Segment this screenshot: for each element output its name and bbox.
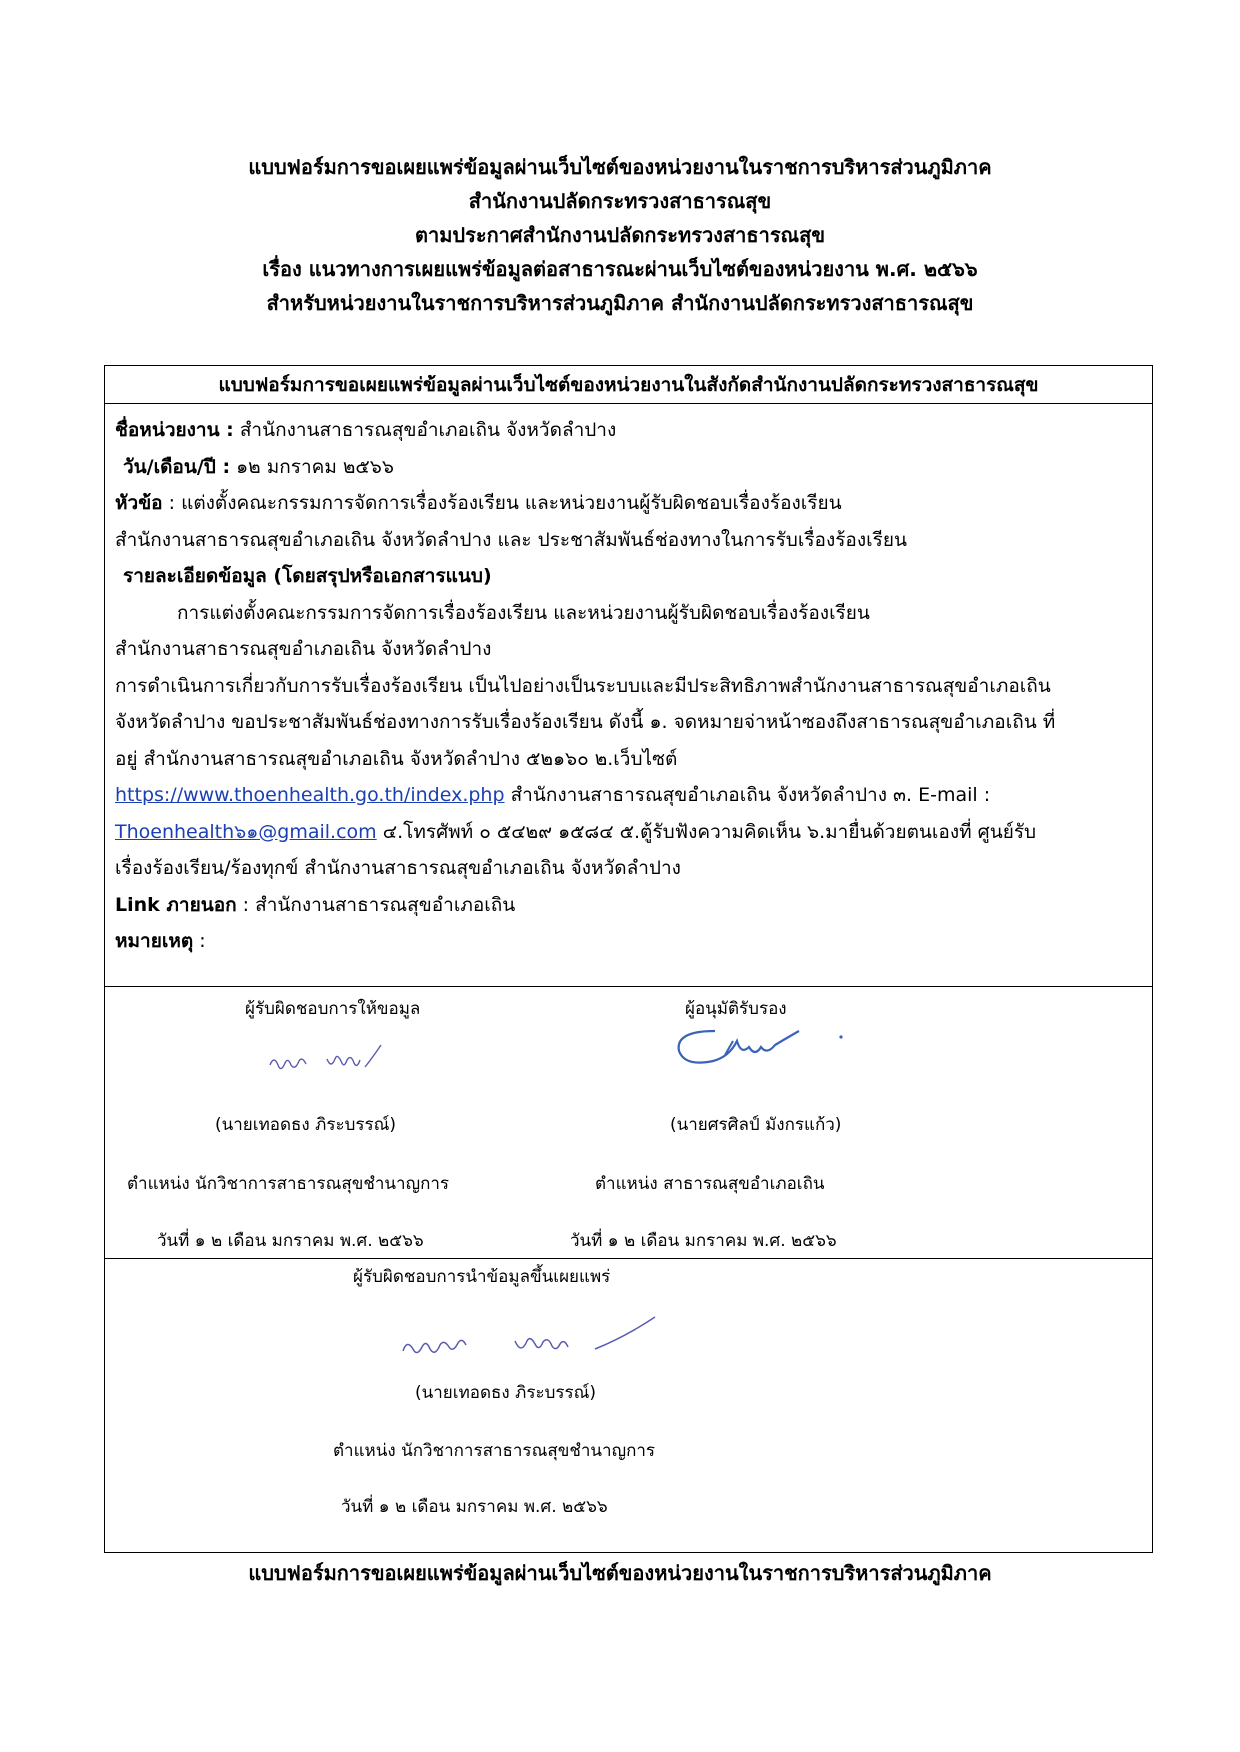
email-link[interactable]: Thoenhealth๖๑@gmail.com: [115, 820, 377, 843]
right-signature: [675, 1017, 855, 1077]
detail-line-2: สำนักงานสาธารณสุขอำเภอเถิน จังหวัดลำปาง: [115, 638, 492, 660]
link-label: Link ภายนอก: [115, 893, 237, 916]
unit-row: [115, 412, 1140, 449]
signature-section: [105, 986, 1152, 1258]
detail-line-6-rest: สำนักงานสาธารณสุขอำเภอเถิน จังหวัดลำปาง ๓. E-mail :: [504, 784, 991, 806]
left-signature: [265, 1037, 415, 1087]
link-value: : สำนักงานสาธารณสุขอำเภอเถิน: [236, 893, 516, 916]
left-signer-date: วันที่ ๑ ๒ เดือน มกราคม พ.ศ. ๒๕๖๖: [157, 1231, 424, 1251]
header-line-1: แบบฟอร์มการขอเผยแพร่ข้อมูลผ่านเว็บไซต์ของหน่วยงานในราชการบริหารส่วนภูมิภาค: [248, 155, 992, 179]
header-line-2: สำนักงานปลัดกระทรวงสาธารณสุข: [468, 189, 772, 213]
detail-line-3: การดำเนินการเกี่ยวกับการรับเรื่องร้องเรียน เป็นไปอย่างเป็นระบบและมีประสิทธิภาพสำนักงานสาธารณสุขอำเภอเถิน: [115, 674, 1051, 697]
date-row: [115, 449, 1140, 486]
unit-value: สำนักงานสาธารณสุขอำเภอเถิน จังหวัดลำปาง: [233, 419, 617, 441]
link-row: [115, 887, 1140, 924]
note-row: [115, 923, 1140, 960]
detail-line-7-rest: ๔.โทรศัพท์ ๐ ๕๔๒๙ ๑๕๘๔ ๕.ตู้รับฟังความคิดเห็น ๖.มายื่นด้วยตนเองที่ ศูนย์รับ: [376, 820, 1037, 843]
note-label: หมายเหตุ: [115, 930, 194, 952]
right-signer-position: ตำแหน่ง สาธารณสุขอำเภอเถิน: [595, 1174, 825, 1194]
date-value: ๑๒ มกราคม ๒๕๖๖: [230, 455, 394, 478]
detail-line-7: [115, 814, 1140, 851]
header-line-4: เรื่อง แนวทางการเผยแพร่ข้อมูลต่อสาธารณะผ่านเว็บไซต์ของหน่วยงาน พ.ศ. ๒๕๖๖: [262, 257, 978, 281]
detail-line-4: จังหวัดลำปาง ขอประชาสัมพันธ์ช่องทางการรับเรื่องร้องเรียน ดังนี้ ๑. จดหมายจ่าหน้าซองถึงสาธารณสุขอำเภอเถิน ที่: [115, 711, 1056, 733]
footer-title: แบบฟอร์มการขอเผยแพร่ข้อมูลผ่านเว็บไซต์ของหน่วยงานในราชการบริหารส่วนภูมิภาค: [248, 1561, 992, 1585]
detail-line-5: อยู่ สำนักงานสาธารณสุขอำเภอเถิน จังหวัดลำปาง ๕๒๑๖๐ ๒.เว็บไซต์: [115, 747, 678, 770]
left-signer-position: ตำแหน่ง นักวิชาการสาธารณสุขชำนาญการ: [127, 1174, 450, 1194]
topic-line-2: สำนักงานสาธารณสุขอำเภอเถิน จังหวัดลำปาง และ ประชาสัมพันธ์ช่องทางในการรับเรื่องร้องเรียน: [115, 528, 907, 551]
publisher-section: [105, 1258, 1152, 1553]
right-signer-date: วันที่ ๑ ๒ เดือน มกราคม พ.ศ. ๒๕๖๖: [570, 1231, 837, 1251]
header-line-3: ตามประกาศสำนักงานปลัดกระทรวงสาธารณสุข: [414, 223, 825, 247]
request-form: [104, 365, 1153, 1553]
document-header: [0, 150, 1240, 320]
right-signer-role: ผู้อนุมัติรับรอง: [685, 999, 787, 1019]
topic-label: หัวข้อ: [115, 492, 163, 514]
publisher-role: ผู้รับผิดชอบการนำข้อมูลขึ้นเผยแพร่: [353, 1267, 611, 1287]
topic-line-1: : แต่งตั้งคณะกรรมการจัดการเรื่องร้องเรียน และหน่วยงานผู้รับผิดชอบเรื่องร้องเรียน: [162, 492, 842, 514]
website-link[interactable]: https://www.thoenhealth.go.th/index.php: [115, 784, 505, 806]
note-value: :: [193, 930, 206, 952]
publisher-position: ตำแหน่ง นักวิชาการสาธารณสุขชำนาญการ: [333, 1441, 656, 1461]
publisher-name: (นายเทอดธง ภิระบรรณ์): [415, 1383, 597, 1403]
header-line-5: สำหรับหน่วยงานในราชการบริหารส่วนภูมิภาค สำนักงานปลัดกระทรวงสาธารณสุข: [266, 291, 974, 315]
unit-label: ชื่อหน่วยงาน :: [115, 419, 234, 441]
detail-line-6: [115, 777, 1140, 814]
form-content: [105, 404, 1152, 1024]
publisher-date: วันที่ ๑ ๒ เดือน มกราคม พ.ศ. ๒๕๖๖: [341, 1497, 608, 1517]
topic-row: [115, 485, 1140, 522]
date-label: วัน/เดือน/ปี :: [123, 455, 231, 478]
right-signer-name: (นายศรศิลป์ มังกรแก้ว): [670, 1115, 842, 1135]
detail-line-8: เรื่องร้องเรียน/ร้องทุกข์ สำนักงานสาธารณสุขอำเภอเถิน จังหวัดลำปาง: [115, 857, 681, 879]
left-signer-name: (นายเทอดธง ภิระบรรณ์): [215, 1115, 397, 1135]
publisher-signature: [395, 1311, 695, 1371]
form-title: แบบฟอร์มการขอเผยแพร่ข้อมูลผ่านเว็บไซต์ของหน่วยงานในสังกัดสำนักงานปลัดกระทรวงสาธารณสุข: [105, 366, 1152, 404]
left-signer-role: ผู้รับผิดชอบการให้ขอมูล: [245, 999, 421, 1019]
detail-line-1: การแต่งตั้งคณะกรรมการจัดการเรื่องร้องเรียน และหน่วยงานผู้รับผิดชอบเรื่องร้องเรียน: [177, 601, 870, 624]
details-label: รายละเอียดข้อมูล (โดยสรุปหรือเอกสารแนบ): [123, 565, 492, 587]
